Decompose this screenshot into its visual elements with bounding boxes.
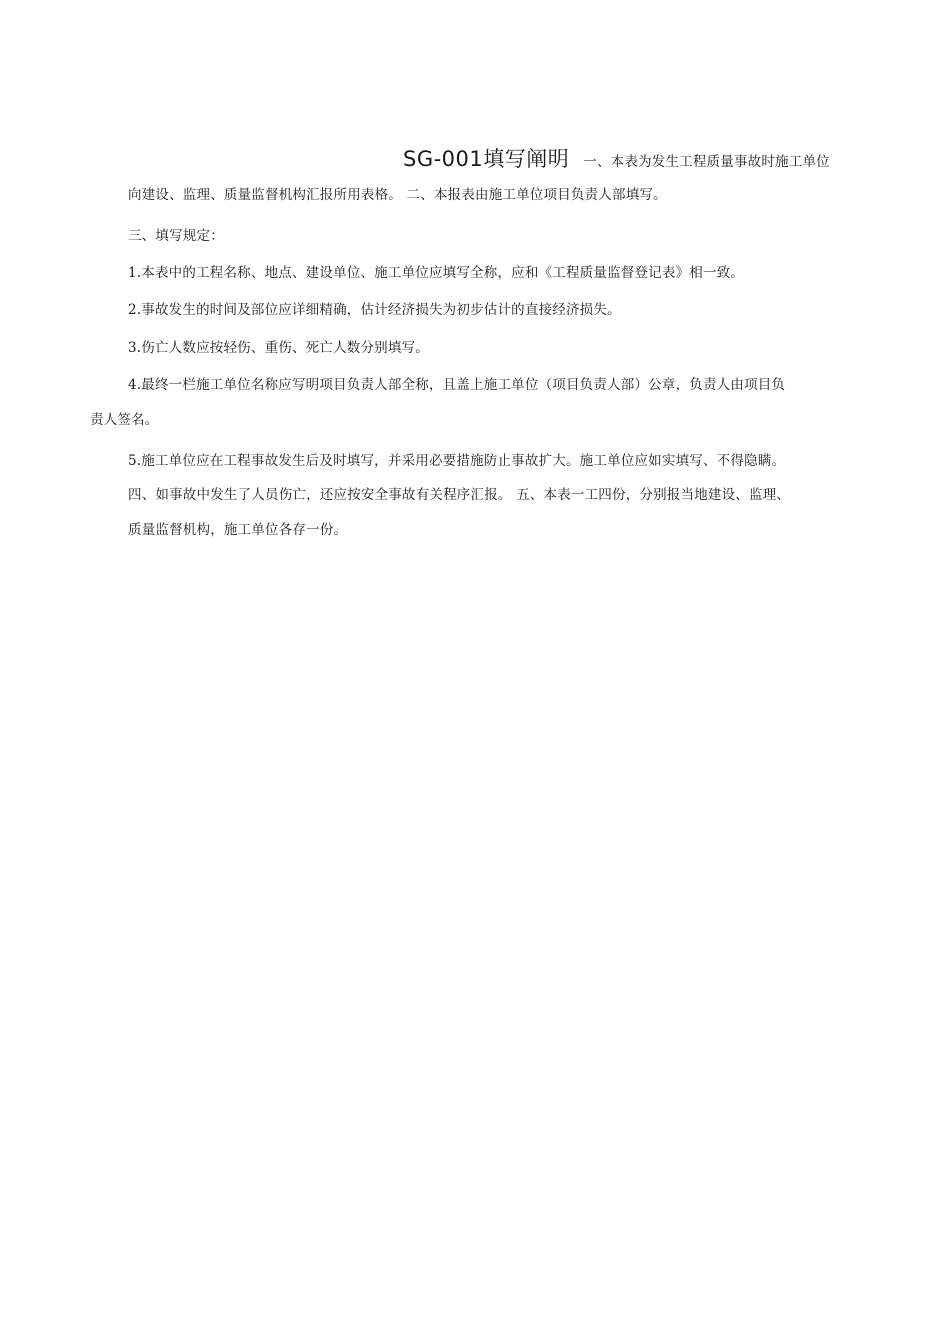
document-title: SG-001填写阐明 [403, 147, 570, 171]
paragraph-line-8: 责人签名。 [90, 412, 159, 428]
title-line [403, 145, 830, 176]
paragraph-line-5: 2.事故发生的时间及部位应详细精确，估计经济损失为初步估计的直接经济损失。 [128, 302, 621, 318]
paragraph-line-11: 质量监督机构，施工单位各存一份。 [128, 522, 348, 538]
paragraph-line-1: 一、本表为发生工程质量事故时施工单位 [583, 154, 830, 170]
paragraph-line-2: 向建设、监理、质量监督机构汇报所用表格。 二、本报表由施工单位项目负责人部填写。 [128, 187, 667, 203]
paragraph-line-10: 四、如事故中发生了人员伤亡，还应按安全事故有关程序汇报。 五、本表一工四份，分别报当地建设、监理、 [128, 487, 791, 503]
paragraph-line-9: 5.施工单位应在工程事故发生后及时填写，并采用必要措施防止事故扩大。施工单位应如实填写、不得隐瞒。 [128, 453, 786, 469]
paragraph-line-4: 1.本表中的工程名称、地点、建设单位、施工单位应填写全称，应和《工程质量监督登记表》相一致。 [128, 265, 745, 281]
paragraph-line-7: 4.最终一栏施工单位名称应写明项目负责人部全称，且盖上施工单位（项目负责人部）公章，负责人由项目负 [128, 377, 786, 393]
paragraph-line-6: 3.伤亡人数应按轻伤、重伤、死亡人数分别填写。 [128, 340, 429, 356]
paragraph-line-3: 三、填写规定： [128, 228, 224, 244]
